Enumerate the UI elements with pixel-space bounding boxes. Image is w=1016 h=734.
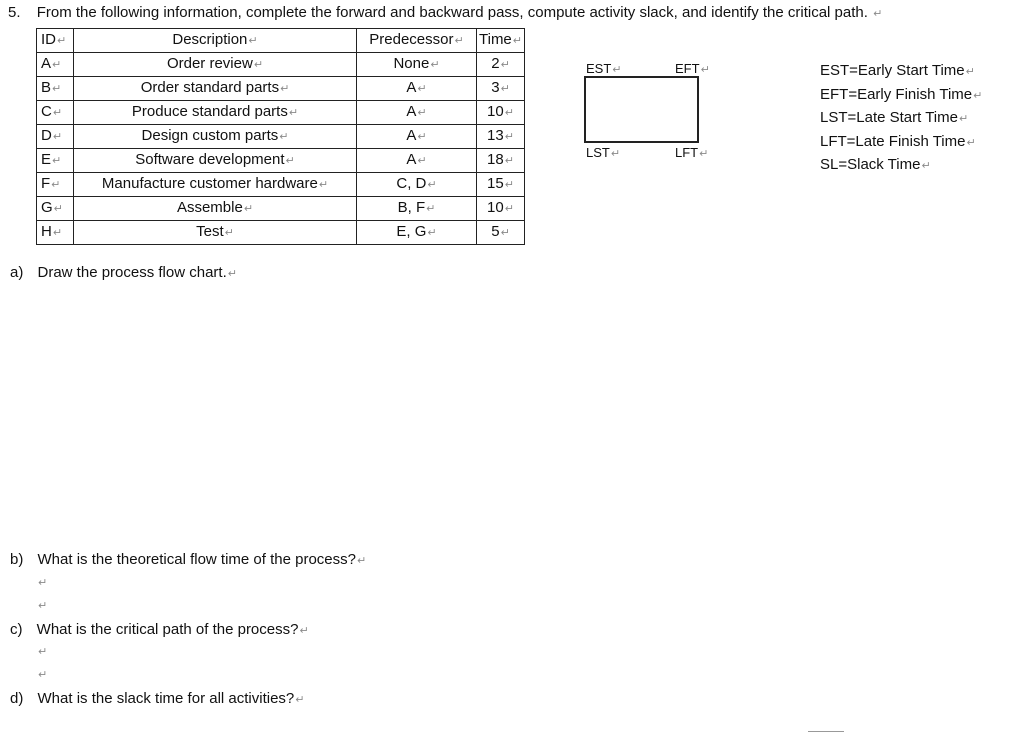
part-d: d) What is the slack time for all activities?↵ [10,690,305,707]
legend-item: LFT=Late Finish Time↵ [820,132,976,150]
table-header-row [37,29,525,53]
row-description: Order review↵ [74,53,357,77]
question-number: 5. [8,4,21,21]
part-d-label: d) [10,690,24,707]
question-text: From the following information, complete the forward and backward pass, compute activity slack, and identify the critical path. [36,4,868,21]
header-predecessor: Predecessor↵ [357,29,477,53]
row-description: Test↵ [74,221,357,245]
legend [820,60,982,178]
part-a-text: Draw the process flow chart. [37,264,227,281]
row-predecessor: A↵ [357,77,477,101]
table-row [37,197,525,221]
row-description: Produce standard parts↵ [74,101,357,125]
header-time: Time↵ [477,29,525,53]
row-predecessor: A↵ [357,125,477,149]
part-c-text: What is the critical path of the process? [36,621,299,638]
row-time: 3↵ [477,77,525,101]
legend-item: EFT=Early Finish Time↵ [820,85,983,103]
return-mark-icon: ↵ [873,8,883,20]
activity-table [36,28,525,245]
header-description: Description↵ [74,29,357,53]
row-predecessor: B, F↵ [357,197,477,221]
legend-item: LST=Late Start Time↵ [820,109,969,126]
row-description: Assemble↵ [74,197,357,221]
header-id: ID↵ [37,29,74,53]
row-time: 13↵ [477,125,525,149]
row-id: A↵ [37,53,74,77]
table-row [37,125,525,149]
part-b: b) What is the theoretical flow time of the process?↵ [10,551,367,568]
row-id: F↵ [37,173,74,197]
part-c: c) What is the critical path of the process?↵ [10,621,309,638]
row-predecessor: None↵ [357,53,477,77]
row-predecessor: A↵ [357,149,477,173]
node-lft-label: LFT↵ [675,145,709,160]
row-id: C↵ [37,101,74,125]
row-time: 10↵ [477,101,525,125]
row-description: Manufacture customer hardware↵ [74,173,357,197]
row-time: 15↵ [477,173,525,197]
node-est-label: EST↵ [586,61,622,76]
table-row [37,101,525,125]
node-lst-label: LST↵ [586,145,621,160]
row-time: 10↵ [477,197,525,221]
table-row [37,221,525,245]
part-b-label: b) [10,551,24,568]
row-time: 18↵ [477,149,525,173]
row-id: G↵ [37,197,74,221]
table-row [37,149,525,173]
row-id: H↵ [37,221,74,245]
row-description: Software development↵ [74,149,357,173]
part-a: a) Draw the process flow chart.↵ [10,264,237,281]
table-row [37,77,525,101]
row-description: Design custom parts↵ [74,125,357,149]
part-d-text: What is the slack time for all activities? [37,690,295,707]
row-predecessor: C, D↵ [357,173,477,197]
row-time: 5↵ [477,221,525,245]
empty-paragraph-mark: ↵ [38,646,48,658]
table-row [37,173,525,197]
row-predecessor: A↵ [357,101,477,125]
activity-node-box [584,76,699,143]
row-predecessor: E, G↵ [357,221,477,245]
empty-paragraph-mark: ↵ [38,669,48,681]
node-eft-label: EFT↵ [675,61,710,76]
part-a-label: a) [10,264,24,281]
row-id: B↵ [37,77,74,101]
page-footer-rule [808,731,844,732]
legend-item: SL=Slack Time↵ [820,156,931,173]
row-id: D↵ [37,125,74,149]
row-description: Order standard parts↵ [74,77,357,101]
part-c-label: c) [10,621,23,638]
row-id: E↵ [37,149,74,173]
empty-paragraph-mark: ↵ [38,577,48,589]
part-b-text: What is the theoretical flow time of the process? [37,551,356,568]
question-heading [8,4,882,21]
row-time: 2↵ [477,53,525,77]
empty-paragraph-mark: ↵ [38,600,48,612]
legend-item: EST=Early Start Time↵ [820,62,975,79]
table-row [37,53,525,77]
